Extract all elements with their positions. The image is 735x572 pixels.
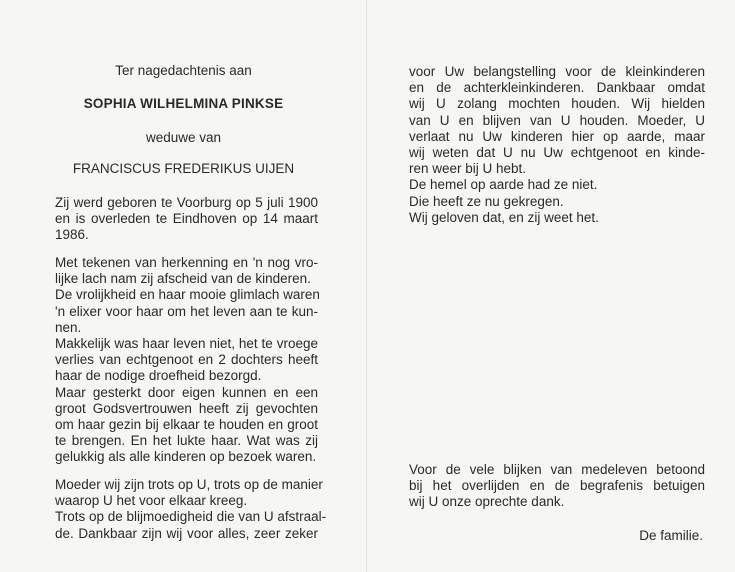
life-paragraph [55,255,318,466]
text-line: lijke lach nam zij afscheid van de kinderen. [55,271,311,287]
text-line: Moeder wij zijn trots op U, trots op de manier [55,477,323,492]
deceased-name: SOPHIA WILHELMINA PINKSE [83,96,284,111]
husband-name: FRANCISCUS FREDERIKUS UIJEN [72,161,295,176]
text-line: waarop U het voor elkaar kreeg. [55,493,248,509]
text-line: om haar gezin bij elkaar te houden en groot [55,417,318,433]
text-line: wij weten dat U nu Uw echtgenoot en kinde- [409,145,705,161]
text-line: wij U onze oprechte dank. [409,494,565,510]
text-line: Voor de vele blijken van medeleven betoond [409,462,705,477]
text-line: nen. [55,319,82,335]
text-line: verlaat nu Uw kinderen hier op aarde, maar [409,128,705,144]
text-line: Makkelijk was haar leven niet, het te vroege [55,336,318,352]
text-line: De hemel op aarde had ze niet. [409,177,598,193]
text-line: Wij geloven dat, en zij weet het. [409,209,599,225]
text-line: de. Dankbaar zijn wij voor alles, zeer zeker [55,525,318,541]
text-line: haar de nodige droefheid bezorgd. [55,368,262,384]
text-line: verlies van echtgenoot en 2 dochters heeft [55,352,318,368]
text-line: wij U zolang mochten houden. Wij hielden [409,96,705,112]
left-panel [0,0,367,572]
text-line: 'n elixer voor haar om het leven aan te kun- [55,303,318,319]
text-line: Trots op de blijmoedigheid die van U afstraal- [55,509,327,525]
text-line: voor Uw belangstelling voor de kleinkinderen [409,64,705,79]
text-line: gelukkig als alle kinderen op bezoek waren. [55,449,317,465]
signature: De familie. [639,528,703,543]
mother-paragraph [55,477,327,542]
continued-paragraph [409,64,705,226]
text-line: ren weer bij U hebt. [409,161,527,177]
text-line: en de achterkleinkinderen. Dankbaar omdat [409,80,705,96]
text-line: van U en blijven van U houden. Moeder, U [409,112,705,128]
thanks-paragraph [409,462,705,511]
text-line: en is overleden te Eindhoven op 14 maart [55,211,318,227]
text-line: groot Godsvertrouwen heeft zij gevochten [55,400,318,416]
text-line: 1986. [55,227,89,243]
header-text: Ter nagedachtenis aan [115,63,252,78]
right-panel [367,0,735,572]
text-line: Maar gesterkt door eigen kunnen en een [55,384,318,400]
relation-text: weduwe van [145,130,222,145]
text-line: Die heeft ze nu gekregen. [409,193,564,209]
text-line: Met tekenen van herkenning en 'n nog vro- [55,255,318,270]
text-line: De vrolijkheid en haar mooie glimlach waren [55,287,320,303]
text-line: bij het overlijden en de begrafenis betuigen [409,478,705,494]
text-line: Zij werd geboren te Voorburg op 5 juli 1900 [55,195,318,210]
text-line: te brengen. En het lukte haar. Wat was zij [55,433,318,449]
birth-paragraph [55,195,318,244]
